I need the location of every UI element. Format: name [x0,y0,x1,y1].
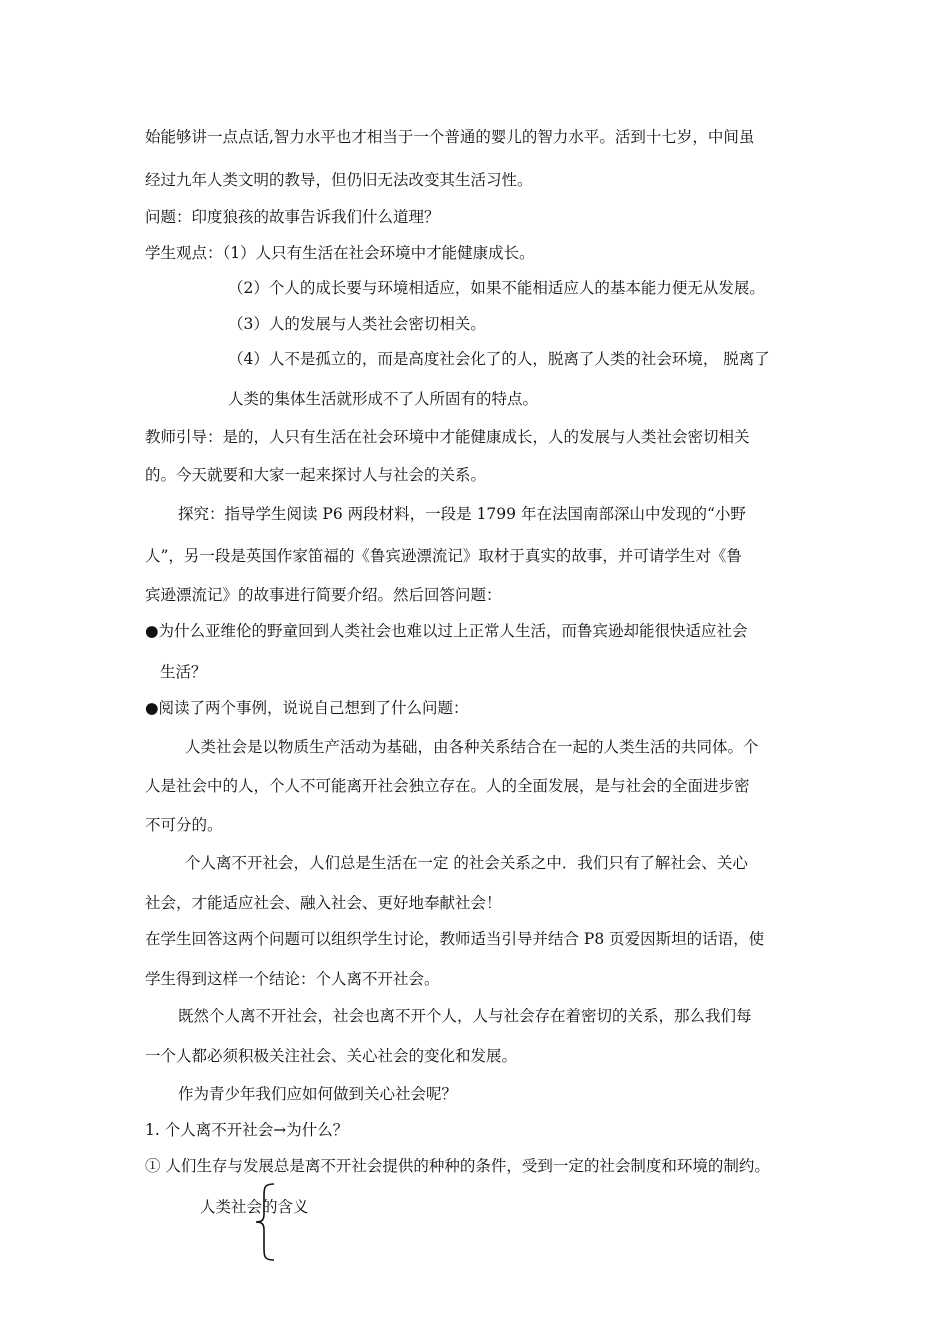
text-line: 教师引导：是的，人只有生活在社会环境中才能健康成长，人的发展与人类社会密切相关 [145,428,750,446]
text-line: 人”，另一段是英国作家笛福的《鲁宾逊漂流记》取材于真实的故事，并可请学生对《鲁 [145,547,742,565]
text-line: 人是社会中的人，个人不可能离开社会独立存在。人的全面发展，是与社会的全面进步密 [145,777,750,795]
text-line: 探究：指导学生阅读 P6 两段材料，一段是 1799 年在法国南部深山中发现的“小野 [178,505,746,523]
text-line: 宾逊漂流记》的故事进行简要介绍。然后回答问题： [145,586,502,604]
text-line: （3）人的发展与人类社会密切相关。 [228,315,486,333]
text-line: 经过九年人类文明的教导，但仍旧无法改变其生活习性。 [145,171,533,189]
text-line: ●阅读了两个事例，说说自己想到了什么问题： [145,699,469,717]
text-line: 既然个人离不开社会，社会也离不开个人，人与社会存在着密切的关系，那么我们每 [178,1007,752,1025]
text-line: 学生得到这样一个结论：个人离不开社会。 [145,970,440,988]
text-line: 社会，才能适应社会、融入社会、更好地奉献社会！ [145,894,502,912]
text-line: （2）个人的成长要与环境相适应，如果不能相适应人的基本能力便无从发展。 [228,279,765,297]
text-line: 在学生回答这两个问题可以组织学生讨论，教师适当引导并结合 P8 页爱因斯坦的话语，使 [145,930,765,948]
text-line: 作为青少年我们应如何做到关心社会呢？ [178,1085,458,1103]
text-line: 问题：印度狼孩的故事告诉我们什么道理？ [145,208,440,226]
text-line: （4）人不是孤立的，而是高度社会化了的人，脱离了人类的社会环境， 脱离了 [228,350,770,368]
curly-brace-icon [250,1182,280,1262]
text-line: 人类的集体生活就形成不了人所固有的特点。 [228,390,539,408]
text-line: 人类社会的含义 [200,1198,309,1216]
text-line: 个人离不开社会，人们总是生活在一定 的社会关系之中．我们只有了解社会、关心 [185,854,748,872]
text-line: 不可分的。 [145,816,223,834]
text-line: ●为什么亚维伦的野童回到人类社会也难以过上正常人生活，而鲁宾逊却能很快适应社会 [145,622,748,640]
text-line: 生活？ [160,663,207,681]
text-line: 人类社会是以物质生产活动为基础，由各种关系结合在一起的人类生活的共同体。个 [185,738,759,756]
text-line: 1. 个人离不开社会→为什么？ [145,1121,349,1139]
text-line: 一个人都必须积极关注社会、关心社会的变化和发展。 [145,1047,518,1065]
text-line: 的。今天就要和大家一起来探讨人与社会的关系。 [145,466,487,484]
text-line: 始能够讲一点点话,智力水平也才相当于一个普通的婴儿的智力水平。活到十七岁，中间虽 [145,128,755,146]
text-line: 学生观点：（1）人只有生活在社会环境中才能健康成长。 [145,244,535,262]
text-line: ① 人们生存与发展总是离不开社会提供的种种的条件，受到一定的社会制度和环境的制约。 [145,1157,770,1175]
